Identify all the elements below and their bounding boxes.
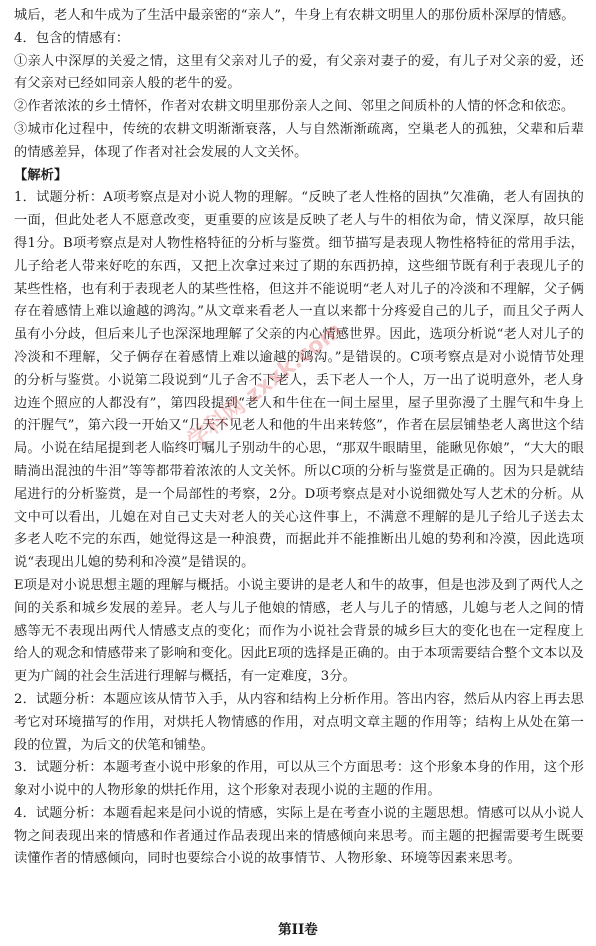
analysis-label: 【解析】 <box>14 167 68 183</box>
q4-point: ②作者浓浓的乡土情怀，作者对农耕文明里那份亲人之间、邻里之间质朴的人情的怀念和依恋。 <box>14 99 575 115</box>
q4-point: ①亲人中深厚的关爱之情，这里有父亲对儿子的爱，有父亲对妻子的爱，有儿子对父亲的爱，还有父亲对已经如同亲人般的老牛的爱。 <box>14 53 584 92</box>
page-footer: 第II卷 <box>278 922 318 938</box>
watermark: 学科网 zxxk.com <box>183 317 348 454</box>
analysis-paragraph: 2．试题分析：本题应该从情节入手，从内容和结构上分析作用。答出内容，然后从内容上再去思考它对环境描写的作用，对烘托人物情感的作用，对点明文章主题的作用等；结构上从处在第一段的位置，为后文的伏笔和铺垫。 <box>14 691 584 753</box>
analysis-paragraph: 1．试题分析：A项考察点是对小说人物的理解。“反映了老人性格的固执”欠准确，老人有固执的一面，但此处老人不愿意改变，更重要的应该是反映了老人与牛的相依为命，情义深厚，故只能得1分。B项考察点是对人物性格特征的分析与鉴赏。细节描写是表现人物性格特征的常用手法，儿子给老人带来好吃的东西，又把上次拿过来过了期的东西扔掉，这些细节既有利于表现儿子的某些性格，也有利于表现老人的某些性格，但这并不能说明“老人对儿子的冷淡和不理解，父子俩存在着感情上难以逾越的鸿沟。”从文章来看老人一直以来都十分疼爱自己的儿子，而且父子两人虽有小分歧，但后来儿子也深深地理解了父亲的内心情感世界。因此，选项分析说“老人对儿子的冷淡和不理解，父子俩存在着感情上难以逾越的鸿沟。”是错误的。C项考察点是对小说情节处理的分析与鉴赏。小说第二段说到“儿子舍不下老人，丢下老人一个人，万一出了说明意外，老人身边连个照应的人都没有”，第四段提到“老人和牛住在一间土屋里，屋子里弥漫了土腥气和牛身上的汗腥气”，第六段一开始又“几天不见老人和他的牛出来转悠”，作者在层层铺垫老人离世这个结局。小说在结尾提到老人临终叮嘱儿子别动牛的心思，“那双牛眼睛里，能瞅见你娘”，“大大的眼睛淌出混浊的牛泪”等等都带着浓浓的人文关怀。所以C项的分析与鉴赏是正确的。因为只是就结尾进行的分析鉴赏，是一个局部性的考察，2分。D项考察点是对小说细微处写人艺术的分析。从文中可以看出，儿媳在对自己丈夫对老人的关心这件事上，不满意不理解的是儿子给儿子送去太多老人吃不完的东西，她觉得这是一种浪费，而据此并不能推断出儿媳的势利和冷漠，因此选项说“表现出儿媳的势利和冷漠”是错误的。 <box>14 190 584 571</box>
document-body <box>14 5 584 871</box>
analysis-paragraph: E项是对小说思想主题的理解与概括。小说主要讲的是老人和牛的故事，但是也涉及到了两代人之间的关系和城乡发展的差异。老人与儿子他娘的情感，老人与儿子的情感，儿媳与老人之间的情感等无不表现出两代人情感支点的变化；而作为小说社会背景的城乡巨大的变化也在一定程度上给人的观念和情感带来了影响和变化。因此E项的选择是正确的。由于本项需要结合整个文本以及更为广阔的社会生活进行理解与概括，有一定难度，3分。 <box>14 577 584 685</box>
analysis-paragraph: 3．试题分析：本题考查小说中形象的作用，可以从三个方面思考：这个形象本身的作用，这个形象对小说中的人物形象的烘托作用，这个形象对表现小说的主题的作用。 <box>14 760 584 799</box>
analysis-paragraph: 4．试题分析：本题看起来是问小说的情感，实际上是在考查小说的主题思想。情感可以从小说人物之间表现出来的情感和作者通过作品表现出来的情感倾向来思考。而主题的把握需要考生既要读懂作者的情感倾向，同时也要综合小说的故事情节、人物形象、环境等因素来思考。 <box>14 805 584 867</box>
intro-paragraph: 城后，老人和牛成为了生活中最亲密的“亲人”，牛身上有农耕文明里人的那份质朴深厚的情感。 <box>14 8 575 23</box>
q4-heading: 4．包含的情感有： <box>14 30 130 46</box>
q4-point: ③城市化过程中，传统的农耕文明渐渐衰落，人与自然渐渐疏离，空巢老人的孤独，父辈和后辈的情感差异，体现了作者对社会发展的人文关怀。 <box>14 121 584 160</box>
